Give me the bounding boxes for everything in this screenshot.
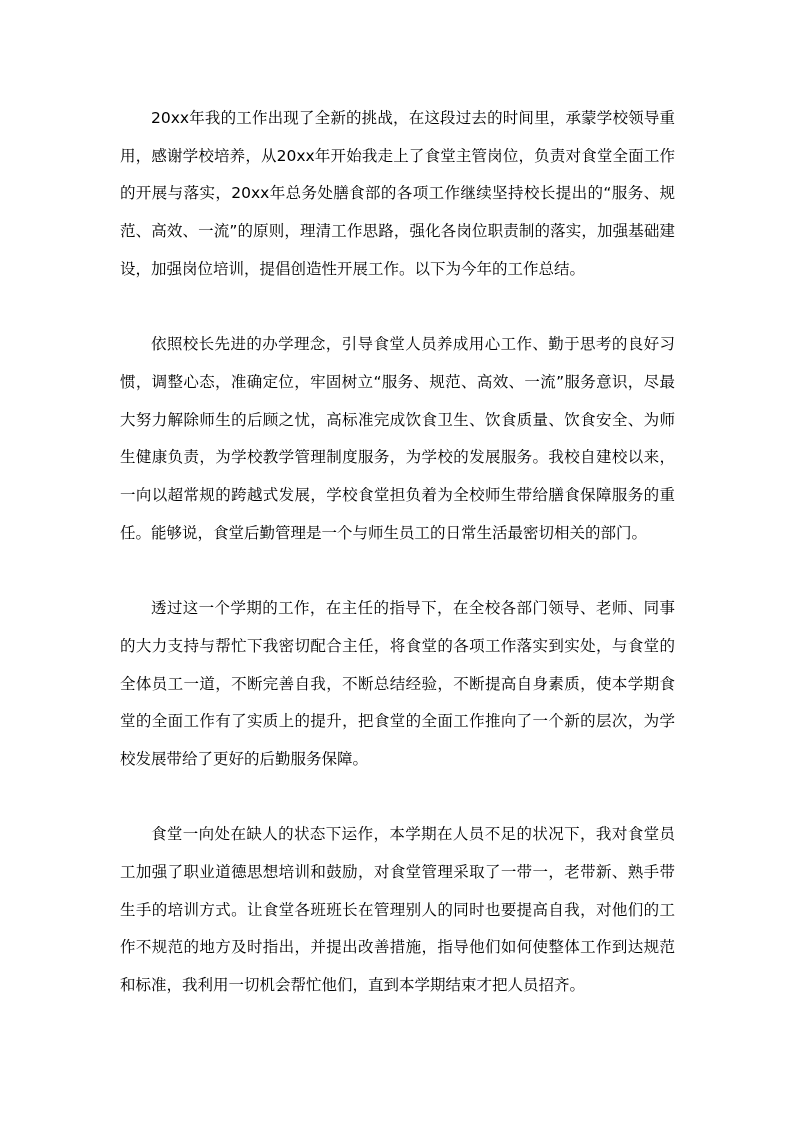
paragraph-2: 依照校长先进的办学理念，引导食堂人员养成用心工作、勤于思考的良好习惯，调整心态，准确定位，牢固树立“服务、规范、高效、一流”服务意识，尽最大努力解除师生的后顾之忧，高标准完成饮食卫生、饮食质量、饮食安全、为师生健康负责，为学校教学管理制度服务，为学校的发展服务。我校自建校以来，一向以超常规的跨越式发展，学校食堂担负着为全校师生带给膳食保障服务的重任。能够说，食堂后勤管理是一个与师生员工的日常生活最密切相关的部门。 xyxy=(120,335,675,542)
paragraph-4: 食堂一向处在缺人的状态下运作，本学期在人员不足的状况下，我对食堂员工加强了职业道德思想培训和鼓励，对食堂管理采取了一带一，老带新、熟手带生手的培训方式。让食堂各班班长在管理别人的同时也要提高自我，对他们的工作不规范的地方及时指出，并提出改善措施，指导他们如何使整体工作到达规范和标准，我利用一切机会帮忙他们，直到本学期结束才把人员招齐。 xyxy=(120,825,675,995)
paragraph-1: 20xx年我的工作出现了全新的挑战，在这段过去的时间里，承蒙学校领导重用，感谢学校培养，从20xx年开始我走上了食堂主管岗位，负责对食堂全面工作的开展与落实，20xx年总务处膳食部的各项工作继续坚持校长提出的“服务、规范、高效、一流”的原则，理清工作思路，强化各岗位职责制的落实，加强基础建设，加强岗位培训，提倡创造性开展工作。以下为今年的工作总结。 xyxy=(120,109,675,278)
document-body xyxy=(120,100,675,1005)
paragraph-3: 透过这一个学期的工作，在主任的指导下，在全校各部门领导、老师、同事的大力支持与帮忙下我密切配合主任，将食堂的各项工作落实到实处，与食堂的全体员工一道，不断完善自我，不断总结经验，不断提高自身素质，使本学期食堂的全面工作有了实质上的提升，把食堂的全面工作推向了一个新的层次，为学校发展带给了更好的后勤服务保障。 xyxy=(120,599,675,768)
